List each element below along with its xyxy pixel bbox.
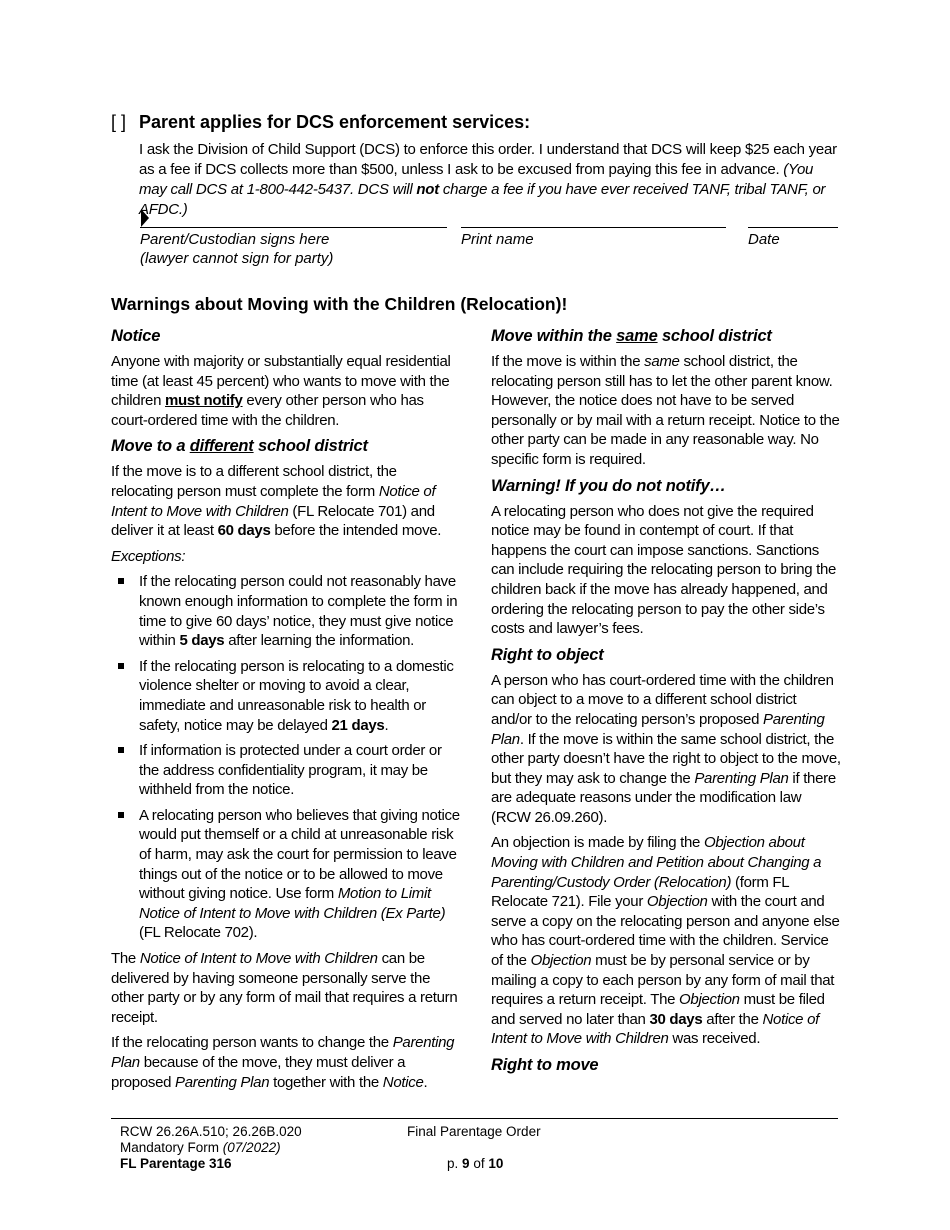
footer-mandatory-form: Mandatory Form (07/2022) xyxy=(120,1140,281,1155)
signature-line[interactable] xyxy=(140,227,447,228)
relocation-right-column xyxy=(491,326,841,1083)
dcs-checkbox[interactable]: [ ] xyxy=(111,112,127,132)
date-line[interactable] xyxy=(748,227,838,228)
objection-filing-text: An objection is made by filing the Objection about Moving with Children and Petition about Changing a Parenting/Custody Order (Relocation) (form FL Relocate 721). File your Objection with the court and serve a copy on the relocating person and anyone else who has court-ordered time with the children. Service of the Objection must be by personal service or by mailing a copy to each person by any form of mail that requires a return receipt. The Objection must be filed and served no later than 30 days after the Notice of Intent to Move with Children was received. xyxy=(491,834,840,1048)
right-to-object-text: A person who has court-ordered time with the children can object to a move to a different school district and/or to the relocating person’s proposed Parenting Plan. If the move is within the same school district, the other party doesn’t have the right to object to the move, but they may ask to change the Parenting Plan if there are adequate reasons under the modification law (RCW 26.09.260). xyxy=(491,671,841,826)
list-item: If information is protected under a court order or the address confidentiality program, it may be withheld from the notice. xyxy=(111,741,461,800)
exceptions-list xyxy=(111,572,461,943)
dcs-body xyxy=(139,140,844,220)
parenting-plan-text: If the relocating person wants to change the Parenting Plan because of the move, they must deliver a proposed Parenting Plan together with the Notice. xyxy=(111,1034,455,1091)
different-district-text: If the move is to a different school district, the relocating person must complete the form Notice of Intent to Move with Children (FL Relocate 701) and deliver it at least 60 days before the intended move. xyxy=(111,463,442,540)
signature-arrow-icon xyxy=(141,209,149,227)
list-item: If the relocating person could not reasonably have known enough information to complete the form in time to give 60 days’ notice, they must give notice within 5 days after learning the information. xyxy=(111,572,461,650)
print-name-label: Print name xyxy=(461,231,534,248)
footer-form-id: FL Parentage 316 xyxy=(120,1156,232,1171)
different-district-heading: Move to a different school district xyxy=(111,437,368,456)
same-district-text: If the move is within the same school district, the relocating person still has to let the other parent know. However, the notice does not have to be served personally or by mail with a return receipt. Notice to the other party can be made in any reasonable way. No specific form is required. xyxy=(491,353,840,468)
relocation-left-column xyxy=(111,326,461,1098)
right-to-move-heading: Right to move xyxy=(491,1056,599,1074)
right-to-object-heading: Right to object xyxy=(491,645,604,664)
exceptions-label: Exceptions: xyxy=(111,547,186,565)
notice-heading: Notice xyxy=(111,327,161,345)
dcs-body-text: I ask the Division of Child Support (DCS) to enforce this order. I understand that DCS will keep $25 each year as a fee if DCS collects more than $500, unless I ask to be excused from paying this fee in advance. xyxy=(139,141,837,178)
footer-page-number: p. 9 of 10 xyxy=(447,1156,504,1171)
footer-citation: RCW 26.26A.510; 26.26B.020 xyxy=(120,1124,302,1139)
footer-form-title: Final Parentage Order xyxy=(407,1124,541,1139)
warning-heading: Warning! If you do not notify… xyxy=(491,476,726,495)
signature-label: Parent/Custodian signs here (lawyer cannot sign for party) xyxy=(140,231,334,267)
notice-text: Anyone with majority or substantially equal residential time (at least 45 percent) who wants to move with the children must notify every other person who has court-ordered time with the children. xyxy=(111,353,451,429)
print-name-line[interactable] xyxy=(461,227,726,228)
footer-divider xyxy=(111,1118,838,1119)
list-item: A relocating person who believes that giving notice would put themself or a child at unreasonable risk of harm, may ask the court for permission to leave things out of the notice or to be allowed to move without giving notice. Use form Motion to Limit Notice of Intent to Move with Children (Ex Parte) (FL Relocate 702). xyxy=(111,806,461,943)
warning-text: A relocating person who does not give the required notice may be found in contempt of court. If that happens the court can impose sanctions. Sanctions can include requiring the relocating person to bring the children back if the move has already happened, and ordering the relocating person to pay the other side’s costs and lawyer’s fees. xyxy=(491,502,837,638)
same-district-heading: Move within the same school district xyxy=(491,327,772,345)
delivery-text: The Notice of Intent to Move with Children can be delivered by having someone personally serve the other party or by any form of mail that requires a return receipt. xyxy=(111,950,458,1026)
dcs-heading: Parent applies for DCS enforcement services: xyxy=(139,112,531,132)
date-label: Date xyxy=(748,231,780,248)
list-item: If the relocating person is relocating to a domestic violence shelter or moving to avoid a clear, immediate and unreasonable risk to health or safety, notice may be delayed 21 days. xyxy=(111,657,461,735)
relocation-heading: Warnings about Moving with the Children (Relocation)! xyxy=(111,294,568,314)
dcs-body-italic: (You may call DCS at 1-800-442-5437. DCS will not charge a fee if you have ever received TANF, tribal TANF, or AFDC.) xyxy=(139,161,826,218)
